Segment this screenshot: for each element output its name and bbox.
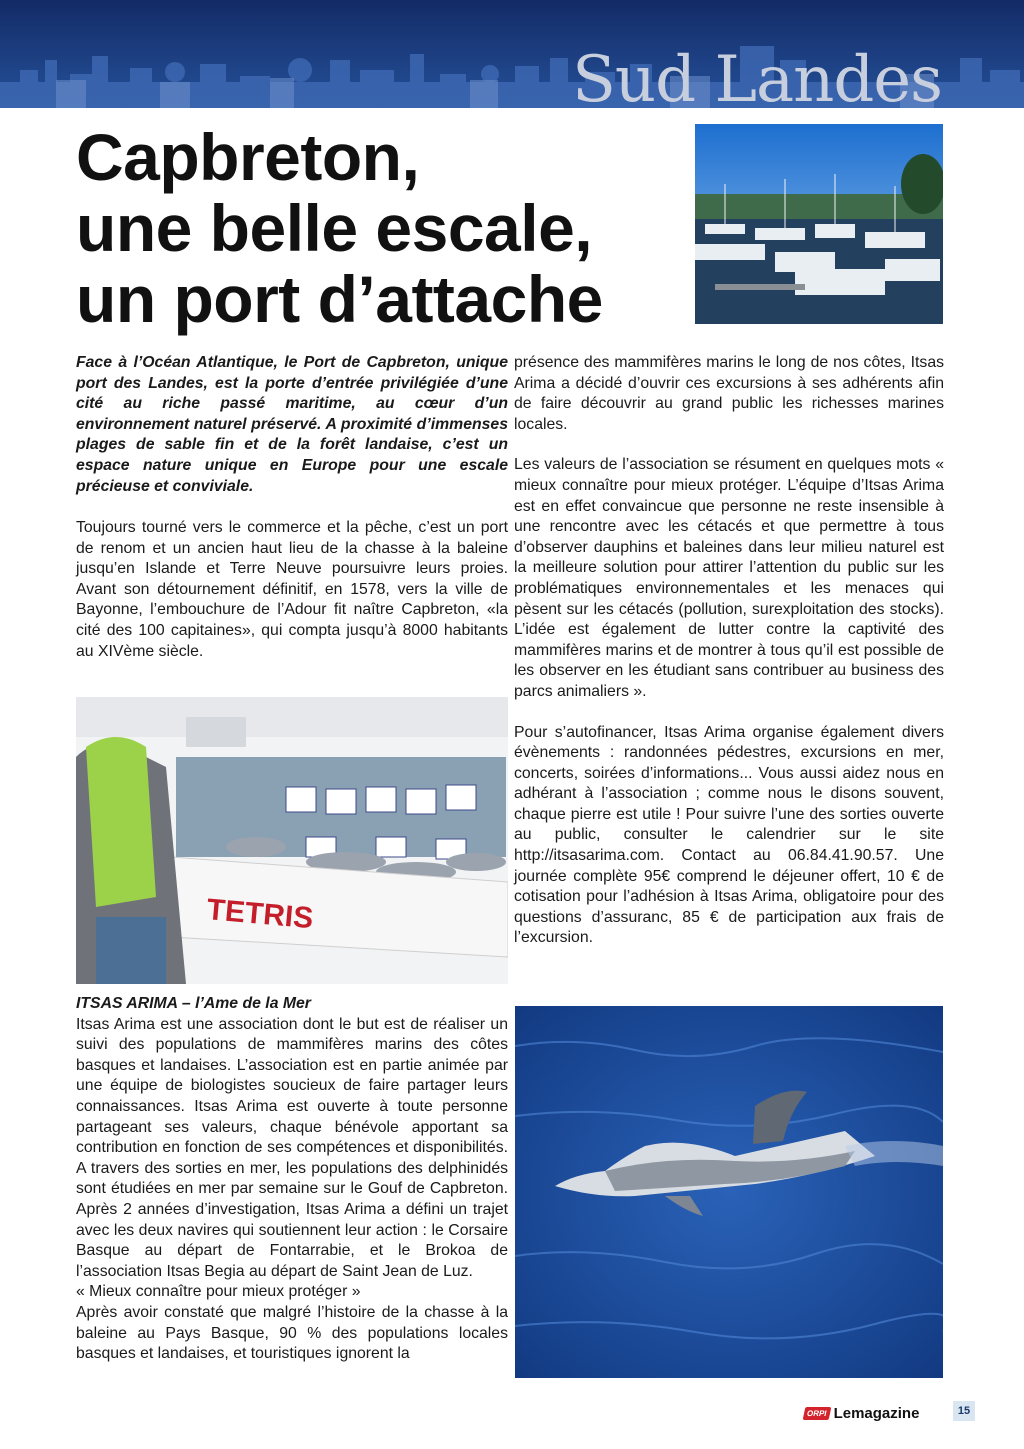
section-title: Sud Landes xyxy=(572,43,942,108)
article-lead: Face à l’Océan Atlantique, le Port de Capbreton, unique port des Landes, est la porte d’entrée privilégiée d’une cité au riche passé maritime, au cœur d’un environnement naturel préservé. A proximité d’immenses plages de sable fin et de la forêt landaise, c’est un espace nature unique en Europe pour une escale précieuse et conviviale. xyxy=(76,354,508,495)
right-paragraph-1: présence des mammifères marins le long de nos côtes, Itsas Arima a décidé d’ouvrir ces excursions à ses adhérents afin de faire découvrir au grand public les richesses marines locales. xyxy=(514,354,944,433)
left-column-bottom xyxy=(76,994,508,1365)
section-subheading: ITSAS ARIMA – l’Ame de la Mer xyxy=(76,995,311,1012)
right-paragraph-3: Pour s’autofinancer, Itsas Arima organise également divers évènements : randonnées pédestres, excursions en mer, concerts, soirées d’informations... Vous aussi aidez nous en adhérant à l’association ; comme nous le disons souvent, chaque pierre est utile ! Pour suivre l’une des sorties ouverte au public, consulter le calendrier sur le site http://itsasarima.com. Contact au 06.84.41.90.57. Une journée complète 95€ comprend le déjeuner offert, 10 € de cotisation pour l’adhésion à Itsas Arima, obligatoire pour des questions d’assuranc, 85 € de participation aux frais de l’excursion. xyxy=(514,723,944,947)
marina-illustration xyxy=(695,124,943,324)
left-column-top xyxy=(76,518,508,682)
right-column xyxy=(514,353,944,969)
fish-stall-illustration xyxy=(76,697,508,984)
headline-line-2: une belle escale, xyxy=(76,191,593,265)
dolphin-photo xyxy=(515,1006,943,1378)
headline-line-1: Capbreton, xyxy=(76,120,420,194)
page-number: 15 xyxy=(953,1401,975,1421)
magazine-logo xyxy=(804,1405,919,1422)
header-banner xyxy=(0,0,1024,108)
motto-paragraph-start: Après avoir constaté que malgré l’histoire de la chasse à la baleine au Pays Basque, 90 % des populations locales basques et landaises, et touristiques ignorent la xyxy=(76,1303,508,1363)
fish-stall-photo xyxy=(76,697,508,984)
orpi-badge: ORPI xyxy=(803,1407,831,1420)
right-paragraph-2: Les valeurs de l’association se résument en quelques mots « mieux connaître pour mieux protéger. L’équipe d’Itsas Arima est en effet convaincue que personne ne reste insensible à une rencontre avec les cétacés et que permettre à tous d’observer dauphins et baleines dans leur milieu naturel est la meilleure solution pour attirer l’attention du public sur les problématiques environnementales et les menaces qui pèsent sur les cétacés (pollution, surexploitation des stocks). L’idée est également de lutter contre la captivité des mammifères marins et de montrer à tous qu’il est possible de les observer en les étudiant sans contribuer au business des parcs animaliers ». xyxy=(514,456,944,700)
motto-line: « Mieux connaître pour mieux protéger » xyxy=(76,1283,361,1301)
history-paragraph: Toujours tourné vers le commerce et la pêche, c’est un port de renom et un ancien haut lieu de la chasse à la baleine jusqu’en Islande et Terre Neuve poursuivre leurs proies. Avant son détournement définitif, en 1578, vers la ville de Bayonne, l’embouchure de l’Adour fit naître Capbreton, «la cité des 100 capitaines», qui compta jusqu’à 8000 habitants au XIVème siècle. xyxy=(76,519,508,660)
marina-photo xyxy=(695,124,943,324)
itsas-intro-paragraph: Itsas Arima est une association dont le but est de réaliser un suivi des populations de mammifères marins des côtes basques et landaises. L’association est en partie animée par une équipe de biologistes soucieux de faire partager leurs connaissances. Itsas Arima est ouverte à toute personne partageant ses valeurs, chaque bénévole apportant sa contribution en fonction de ses compétences et disponibilités. A travers des sorties en mer, les populations des delphinidés sont étudiées en mer par semaine sur le Gouf de Capbreton. Après 2 années d’investigation, Itsas Arima a défini un trajet avec les deux navires qui soutiennent leur action : le Corsaire Basque au départ de Fontarrabie, et le Brokoa de l’association Itsas Begia au départ de Saint Jean de Luz. xyxy=(76,1015,508,1280)
magazine-name: Lemagazine xyxy=(833,1405,920,1422)
headline-line-3: un port d’attache xyxy=(76,262,603,336)
dolphin-illustration xyxy=(515,1006,943,1378)
fish-stall-sign: TETRIS xyxy=(205,893,315,936)
article-headline xyxy=(76,122,696,335)
